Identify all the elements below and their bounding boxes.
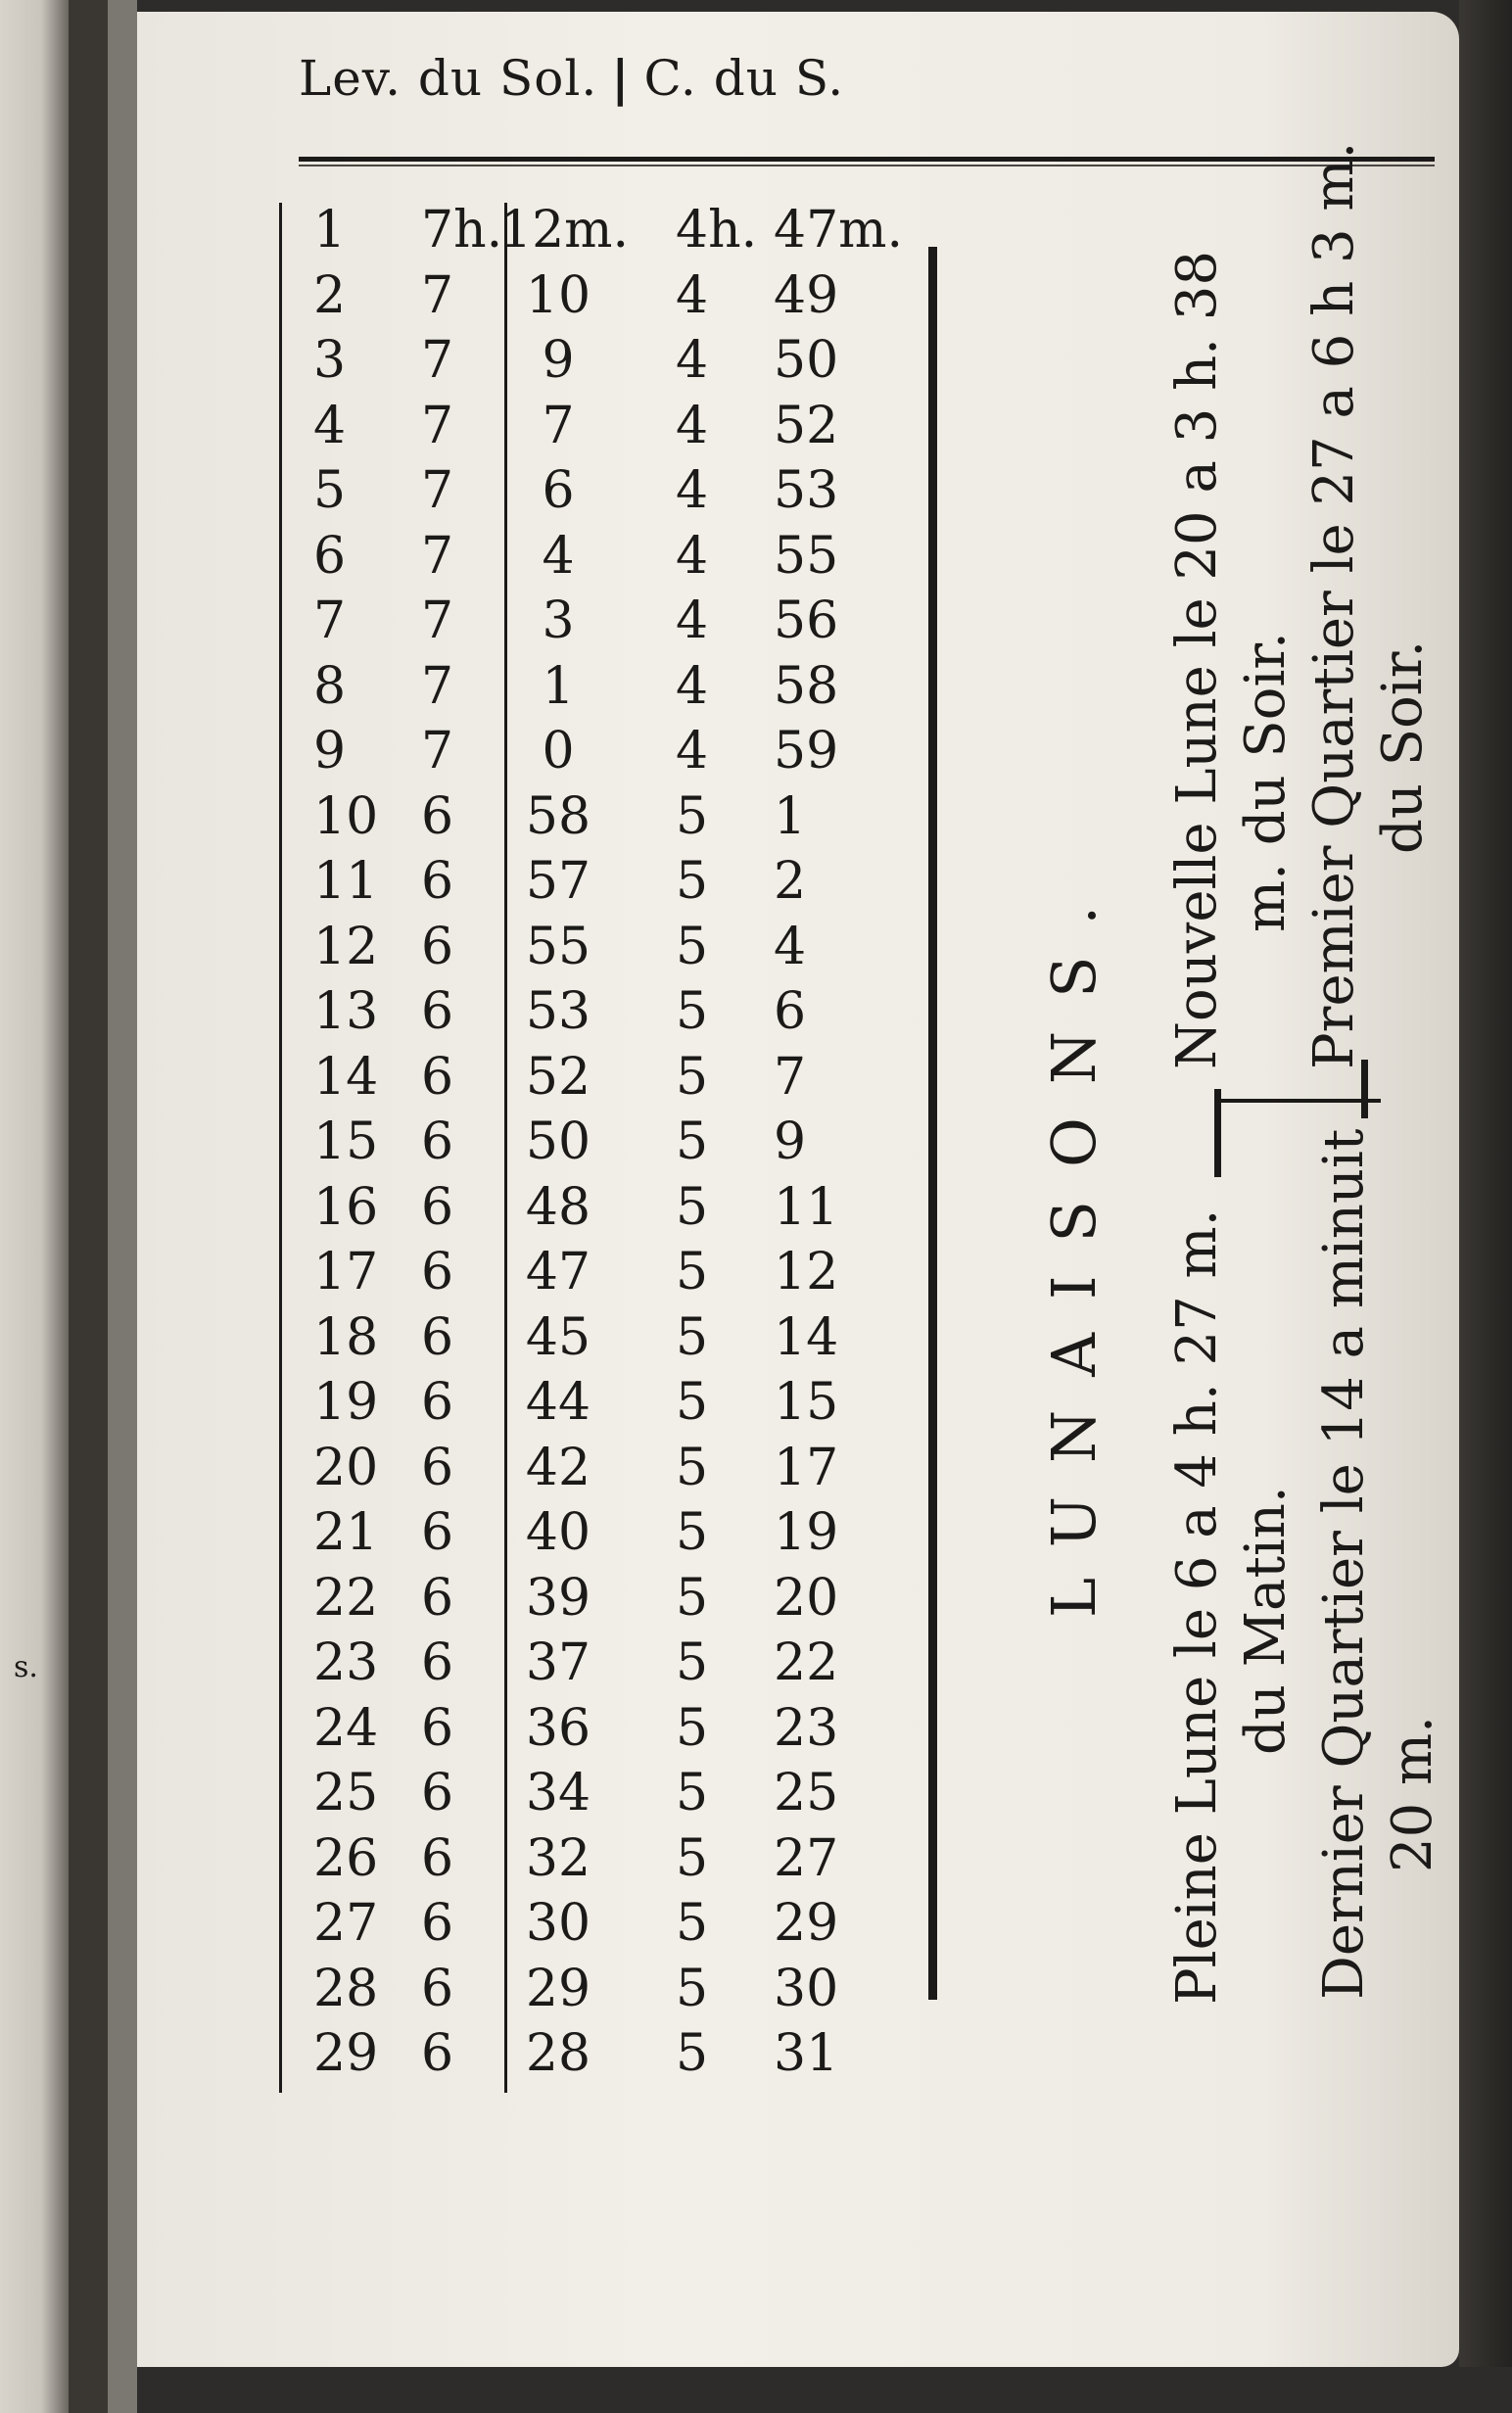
day-number: 26 [313,1828,379,1888]
sunrise-minute: 36 [525,1698,591,1758]
header-sunset: C. du S. [643,50,845,107]
page-shadow [108,0,137,2413]
sunrise-hour: 7 [421,265,454,325]
day-number: 16 [313,1177,379,1237]
sunrise-minute: 39 [525,1568,591,1628]
day-number: 13 [313,982,379,1041]
sunrise-hour: 6 [421,2024,454,2083]
sunrise-hour: 7 [421,526,454,586]
left-page-edge [0,0,69,2413]
sunset-minute: 1 [774,786,807,846]
sunset-hour: 4 [676,265,709,325]
first-quarter-line1: Premier Quartier le 27 a 6 h 3 m. [1302,141,1366,1069]
sunrise-minute: 55 [525,917,591,976]
sunrise-hour: 6 [421,1828,454,1888]
sunrise-minute: 3 [542,591,575,650]
sunrise-hour: 7 [421,591,454,650]
sunrise-hour: 6 [421,1047,454,1107]
sunrise-hour: 6 [421,1243,454,1301]
sunrise-minute: 29 [525,1959,591,2018]
header-rule-thin [299,165,1435,166]
sunset-hour: 5 [676,1568,709,1628]
sunset-hour: 4 [676,396,709,455]
sunset-hour: 5 [676,1112,709,1171]
sunset-hour: 4 [676,526,709,586]
day-number: 25 [313,1764,379,1822]
sunset-minute: 9 [774,1112,807,1171]
sunrise-minute: 7 [542,396,575,455]
sunset-hour: 5 [676,1698,709,1758]
sunrise-hour: 6 [421,1177,454,1237]
stray-mark: s. [14,1650,38,1684]
sunrise-minute: 52 [525,1047,591,1107]
day-number: 15 [313,1112,379,1171]
almanac-page [137,12,1459,2367]
day-number: 18 [313,1307,379,1367]
sunset-minute: 23 [774,1698,839,1758]
day-number: 1 [313,201,347,260]
day-number: 23 [313,1633,379,1692]
sunrise-minute: 6 [542,461,575,520]
sunrise-minute: 44 [525,1373,591,1432]
sunrise-minute: 57 [525,852,591,911]
sunrise-hour: 7 [421,656,454,716]
sunset-minute: 49 [774,265,839,325]
sunset-minute: 27 [774,1828,839,1888]
new-moon-line1: Nouvelle Lune le 20 a 3 h. 38 [1165,250,1229,1069]
sunrise-minute: 9 [542,331,575,390]
sunset-minute: 50 [774,331,839,390]
day-number: 2 [313,265,347,325]
day-number: 29 [313,2024,379,2083]
sunrise-hour: 6 [421,1568,454,1628]
sunset-minute: 31 [774,2024,839,2083]
sunset-minute: 59 [774,722,839,781]
sunset-minute: 4 [774,917,807,976]
sunset-hour: 4 [676,331,709,390]
sunrise-minute: 32 [525,1828,591,1888]
bottom-page-edge [137,2367,1512,2413]
sunrise-minute: 12m. [499,201,630,260]
sunrise-minute: 28 [525,2024,591,2083]
sunrise-hour: 6 [421,852,454,911]
day-number: 10 [313,786,379,846]
sunset-hour: 5 [676,2024,709,2083]
sunset-hour: 5 [676,1177,709,1237]
new-moon-line2: m. du Soir. [1234,632,1298,932]
sunset-minute: 52 [774,396,839,455]
sunset-minute: 17 [774,1438,839,1497]
day-number: 21 [313,1503,379,1562]
right-page-edge [1459,0,1512,2413]
day-number: 8 [313,656,347,716]
sunset-hour: 5 [676,1633,709,1692]
phase-divider-bar [1214,1099,1381,1103]
full-moon-line2: du Matin. [1234,1486,1298,1755]
sunset-minute: 7 [774,1047,807,1107]
sunrise-hour: 6 [421,1698,454,1758]
sunrise-minute: 40 [525,1503,591,1562]
sunset-hour: 5 [676,982,709,1041]
lunar-divider [928,247,937,2000]
sunrise-hour: 6 [421,1503,454,1562]
sunrise-minute: 45 [525,1307,591,1367]
sunset-hour: 4h. [676,201,758,260]
sunset-hour: 5 [676,1438,709,1497]
day-number: 6 [313,526,347,586]
header-rule [299,157,1435,162]
sunset-minute: 58 [774,656,839,716]
day-number: 17 [313,1243,379,1301]
day-number: 20 [313,1438,379,1497]
sunset-minute: 56 [774,591,839,650]
full-moon-line1: Pleine Lune le 6 a 4 h. 27 m. [1165,1208,1229,2005]
day-number: 3 [313,331,347,390]
sunset-hour: 5 [676,786,709,846]
sunset-minute: 14 [774,1307,839,1367]
last-quarter-line1: Dernier Quartier le 14 a minuit [1312,1128,1376,2000]
day-number: 4 [313,396,347,455]
table-header [299,49,844,107]
sunset-hour: 5 [676,1373,709,1432]
sunset-hour: 5 [676,1959,709,2018]
sunrise-hour: 6 [421,1438,454,1497]
sunset-minute: 53 [774,461,839,520]
sunset-minute: 2 [774,852,807,911]
sunrise-minute: 58 [525,786,591,846]
sunset-hour: 5 [676,1307,709,1367]
sunset-hour: 4 [676,591,709,650]
sunset-hour: 4 [676,461,709,520]
day-number: 27 [313,1894,379,1953]
sunset-hour: 5 [676,1828,709,1888]
sunset-hour: 5 [676,1894,709,1953]
sunrise-minute: 30 [525,1894,591,1953]
lunaisons-title: LUNAISONS. [1038,872,1110,1618]
sunset-hour: 5 [676,852,709,911]
sunrise-hour: 6 [421,1373,454,1432]
sunrise-minute: 50 [525,1112,591,1171]
sunrise-minute: 37 [525,1633,591,1692]
sunrise-hour: 6 [421,982,454,1041]
header-sunrise: Lev. du Sol. [299,50,598,107]
sunrise-hour: 7h. [421,201,503,260]
day-number: 28 [313,1959,379,2018]
sunset-minute: 11 [774,1177,839,1237]
sunrise-hour: 6 [421,786,454,846]
sunset-minute: 15 [774,1373,839,1432]
sunrise-hour: 6 [421,1894,454,1953]
sunrise-hour: 7 [421,331,454,390]
day-number: 7 [313,591,347,650]
sunset-hour: 4 [676,722,709,781]
sunset-minute: 6 [774,982,807,1041]
sunrise-minute: 47 [525,1243,591,1301]
sunset-minute: 20 [774,1568,839,1628]
sunset-hour: 5 [676,1047,709,1107]
sunset-hour: 5 [676,1503,709,1562]
sunrise-minute: 10 [525,265,591,325]
sunrise-minute: 34 [525,1764,591,1822]
sunset-minute: 22 [774,1633,839,1692]
sunrise-minute: 48 [525,1177,591,1237]
day-number: 24 [313,1698,379,1758]
sunrise-hour: 7 [421,461,454,520]
first-quarter-line2: du Soir. [1371,639,1435,854]
sunrise-hour: 6 [421,1112,454,1171]
day-number: 5 [313,461,347,520]
last-quarter-line2: 20 m. [1381,1716,1444,1872]
sunset-hour: 5 [676,917,709,976]
sunrise-hour: 6 [421,1307,454,1367]
day-number: 11 [313,852,379,911]
sunrise-minute: 42 [525,1438,591,1497]
sunrise-hour: 6 [421,1633,454,1692]
day-number: 19 [313,1373,379,1432]
sunrise-minute: 1 [542,656,575,716]
sunrise-minute: 53 [525,982,591,1041]
sunset-minute: 30 [774,1959,839,2018]
sunset-minute: 19 [774,1503,839,1562]
sunrise-hour: 7 [421,396,454,455]
sunset-hour: 5 [676,1243,709,1301]
sunrise-minute: 0 [542,722,575,781]
day-number: 9 [313,722,347,781]
sunrise-minute: 4 [542,526,575,586]
sunset-minute: 29 [774,1894,839,1953]
header-separator: | [611,49,631,107]
day-number: 22 [313,1568,379,1628]
left-page-gutter [69,0,108,2413]
sunset-hour: 4 [676,656,709,716]
column-divider-days [279,203,282,2093]
sunset-minute: 47m. [774,201,904,260]
sunset-minute: 12 [774,1243,839,1301]
sunrise-hour: 6 [421,1959,454,2018]
day-number: 12 [313,917,379,976]
day-number: 14 [313,1047,379,1107]
sunset-minute: 55 [774,526,839,586]
sunset-hour: 5 [676,1764,709,1822]
sunrise-hour: 6 [421,1764,454,1822]
sunrise-hour: 7 [421,722,454,781]
sunset-minute: 25 [774,1764,839,1822]
sunrise-hour: 6 [421,917,454,976]
